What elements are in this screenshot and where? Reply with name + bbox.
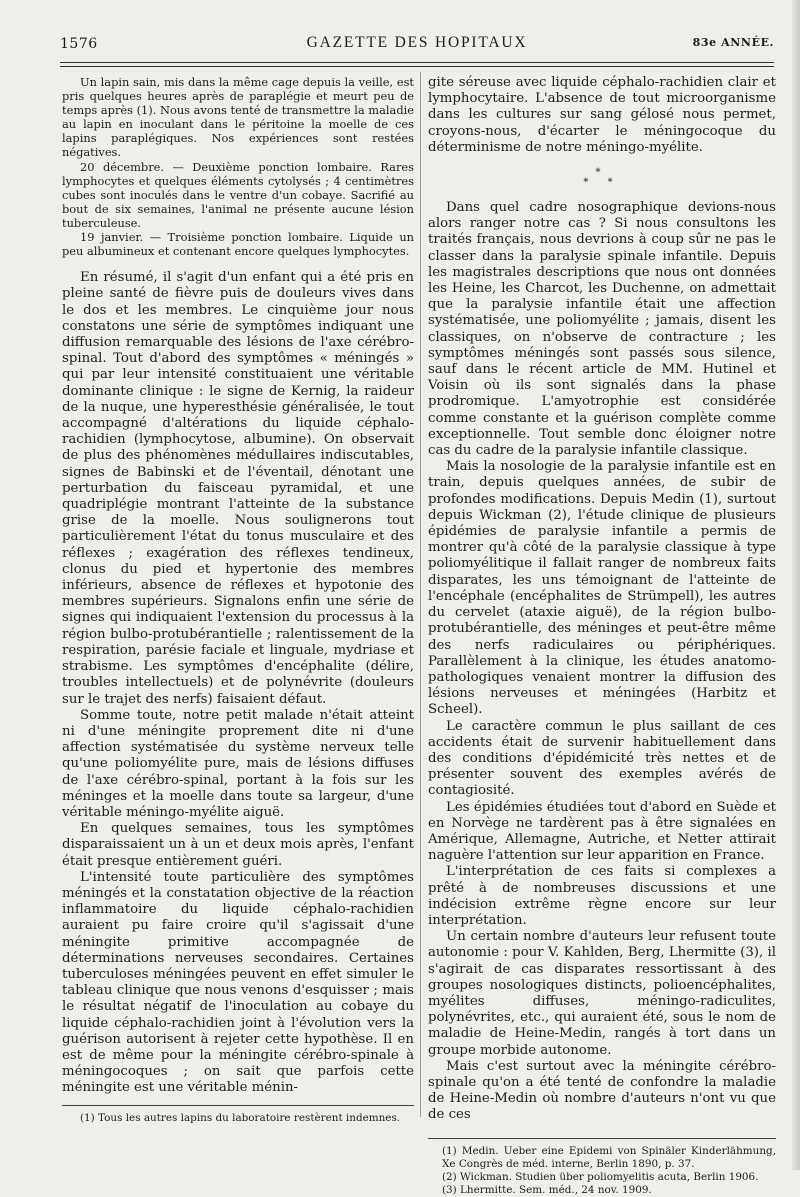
body-paragraph: En quelques semaines, tous les symptômes disparaissaient un à un et deux mois après, l'enfant était presque entièrement guéri. (62, 821, 414, 869)
footnote-rule (62, 1105, 414, 1106)
footnote: (3) Lhermitte. Sem. méd., 24 nov. 1909. (442, 1183, 652, 1196)
body-paragraph: Mais la nosologie de la paralysie infantile est en train, depuis quelques années, de subir de profondes modifications. Depuis Medin (1), surtout depuis Wickman (2), l'étude clinique de plusieurs épidémies de paralysie infantile a permis de montrer qu'à côté de la paralysie classique à type poliomyélitique il fallait ranger de nombreux faits disparates, les uns témoignant de l'atteinte de l'encéphale (encéphalites de Strümpell), les autres du cervelet (ataxie aiguë), de la région bulbo-protubérantielle, des méninges et peut-être même des nerfs radiculaires ou périphériques. Parallèlement à la clinique, les études anatomo-pathologiques venaient montrer la diffusion des lésions nerveuses et méningées (Harbitz et Scheel). (428, 459, 776, 718)
body-paragraph: L'intensité toute particulière des symptômes méningés et la constatation objective de la réaction inflammatoire du liquide céphalo-rachidien auraient pu faire croire qu'il s'agissait d'une méningite primitive accompagnée de déterminations nerveuses secondaires. Certaines tuberculoses méningées peuvent en effet simuler le tableau clinique que nous venons d'esquisser ; mais le résultat négatif de l'inoculation au cobaye du liquide céphalo-rachidien joint à l'évolution vers la guérison autorisent à rejeter cette hypothèse. Il en est de même pour la méningite cérébro-spinale à méningocoques ; on sait que parfois cette méningite est une véritable ménin- (62, 869, 414, 1096)
body-paragraph: Les épidémies étudiées tout d'abord en Suède et en Norvège ne tardèrent pas à être signalées en Amérique, Allemagne, Autriche, et Netter attirait naguère l'attention sur leur apparition en France. (428, 799, 776, 864)
running-head (60, 34, 774, 56)
header-rule-double (60, 66, 774, 67)
footnote-rule (428, 1138, 776, 1139)
body-paragraph: Mais c'est surtout avec la méningite cérébro-spinale qu'on a été tenté de confondre la maladie de Heine-Medin où nombre d'auteurs n'ont vu que de ces (428, 1058, 776, 1123)
body-paragraph: Un certain nombre d'auteurs leur refusent toute autonomie : pour V. Kahlden, Berg, Lhermitte (3), il s'agirait de cas disparates ressortissant à des groupes nosologiques distincts, polioencéphalites, myélites diffuses, méningo-radiculites, polynévrites, etc., qui auraient été, sous le nom de maladie de Heine-Medin, rangés à tort dans un groupe morbide autonome. (428, 929, 776, 1058)
case-paragraph: 20 décembre. — Deuxième ponction lombaire. Rares lymphocytes et quelques éléments cytolysés ; 4 centimètres cubes sont inoculés dans le ventre d'un cobaye. Sacrifié au bout de six semaines, l'animal ne présente aucune lésion tuberculeuse. (62, 159, 414, 230)
spacer (62, 258, 414, 270)
continuation-paragraph: gite séreuse avec liquide céphalo-rachidien clair et lymphocytaire. L'absence de tout microorganisme dans les cultures sur sang gélosé nous permet, croyons-nous, d'écarter le méningocoque du déterminisme de notre méningo-myélite. (428, 75, 776, 155)
section-separator (428, 168, 776, 188)
body-paragraph: L'interprétation de ces faits si complexes a prêté à de nombreuses discussions et une indécision extrême règne encore sur leur interprétation. (428, 864, 776, 928)
column-divider (420, 72, 421, 1117)
asterism-bottom: * * (583, 177, 621, 189)
case-paragraph: Un lapin sain, mis dans la même cage depuis la veille, est pris quelques heures après de paraplégie et meurt peu de temps après (1). Nous avons tenté de transmettre la maladie au lapin en inoculant dans le péritoine la moelle de ces lapins paraplégiques. Nos expériences sont restées négatives. (62, 75, 415, 160)
page-edge (792, 0, 800, 1170)
year-label: 83e ANNÉE. (692, 36, 774, 49)
right-column (428, 75, 776, 1197)
journal-title: GAZETTE DES HOPITAUX (306, 34, 528, 51)
footnote: (1) Tous les autres lapins du laboratoire restèrent indemnes. (80, 1111, 401, 1124)
footnote: (1) Medin. Ueber eine Epidemi von Spinäler Kinderlähmung, Xe Congrès de méd. interne, Berlin 1890, p. 37. (442, 1144, 776, 1170)
left-column (62, 75, 414, 1125)
body-paragraph: Dans quel cadre nosographique devions-nous alors ranger notre cas ? Si nous consultons les traités français, nous devrions à coup sûr ne pas le classer dans la paralysie spinale infantile. Depuis les magistrales descriptions que nous ont données les Heine, les Charcot, les Duchenne, on admettait que la paralysie infantile était une affection systématisée, une poliomyélite ; jamais, disent les classiques, on n'observe de contracture ; les symptômes méningés sont passés sous silence, sauf dans le récent article de MM. Hutinel et Voisin où ils sont signalés dans la phase prodromique. L'amyotrophie est considérée comme constante et la guérison complète comme exceptionnelle. Tout semble donc éloigner notre cas du cadre de la paralysie infantile classique. (428, 200, 776, 459)
body-paragraph: Somme toute, notre petit malade n'était atteint ni d'une méningite proprement dite ni d'une affection systématisée du système nerveux telle qu'une poliomyélite pure, mais de lésions diffuses de l'axe cérébro-spinal, portant à la fois sur les méninges et la moelle dans toute sa largeur, d'une véritable méningo-myélite aiguë. (62, 707, 414, 820)
page-number: 1576 (60, 36, 98, 52)
header-rule (60, 62, 774, 63)
case-paragraph: 19 janvier. — Troisième ponction lombaire. Liquide un peu albumineux et contenant encore quelques lymphocytes. (62, 230, 414, 259)
footnote: (2) Wickman. Studien über poliomyelitis acuta, Berlin 1906. (442, 1170, 759, 1183)
body-paragraph: Le caractère commun le plus saillant de ces accidents était de survenir habituellement dans des conditions d'épidémicité très nettes et de présenter souvent des exemples avérés de contagiosité. (428, 718, 776, 799)
body-paragraph: En résumé, il s'agit d'un enfant qui a été pris en pleine santé de fièvre puis de douleurs vives dans le dos et les membres. Le cinquième jour nous constatons une série de symptômes indiquant une diffusion remarquable des lésions de l'axe cérébro-spinal. Tout d'abord des symptômes « méningés » qui par leur intensité constituaient une véritable dominante clinique : le signe de Kernig, la raideur de la nuque, une hyperesthésie généralisée, le tout accompagné d'altérations du liquide céphalo-rachidien (lymphocytose, albumine). On observait de plus des phénomènes médullaires indiscutables, signes de Babinski et de l'éventail, dénotant une perturbation du faisceau pyramidal, et une quadriplégie montrant l'atteinte de la substance grise de la moelle. Nous soulignerons tout particulièrement l'état du tonus musculaire et des réflexes ; exagération des réflexes tendineux, clonus du pied et hypertonie des membres inférieurs, absence de réflexes et hypotonie des membres supérieurs. Signalons enfin une série de signes qui indiquaient l'extension du processus à la région bulbo-protubérantielle ; ralentissement de la respiration, parésie faciale et linguale, mydriase et strabisme. Les symptômes d'encéphalite (délire, troubles intellectuels) et de polynévrite (douleurs sur le trajet des nerfs) faisaient défaut. (62, 270, 414, 707)
asterism-top: * (595, 167, 609, 179)
